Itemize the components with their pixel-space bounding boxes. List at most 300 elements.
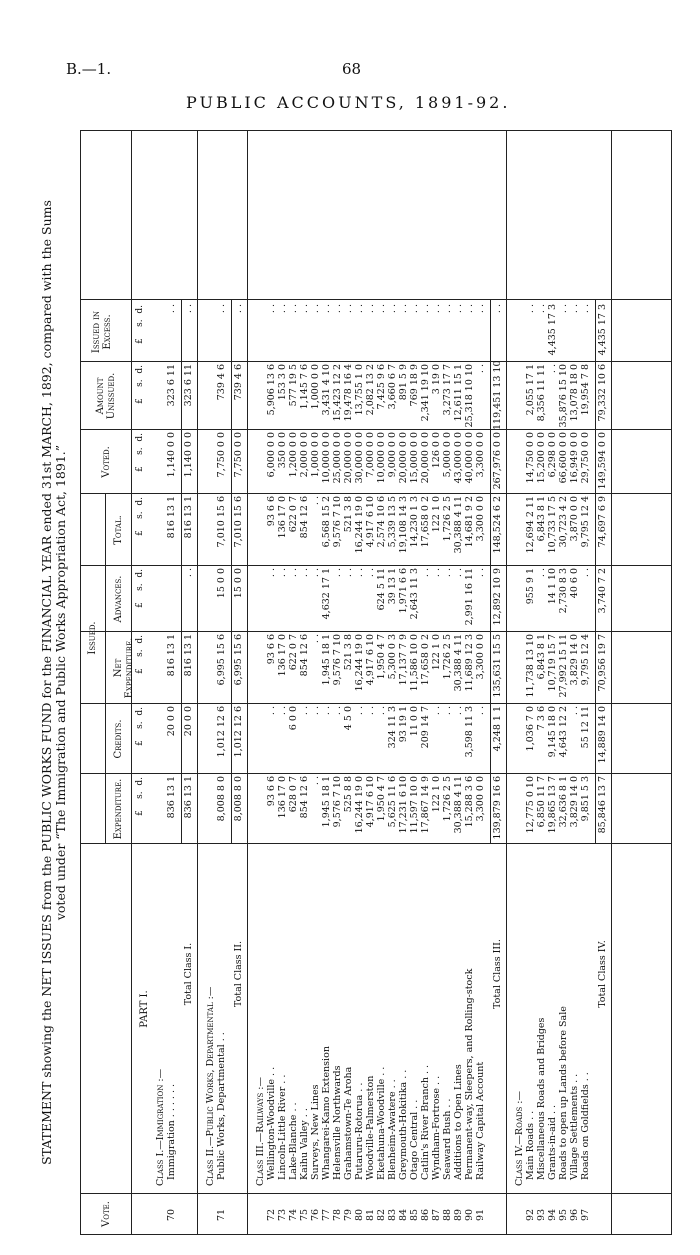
amount-un: 577 19 5: [288, 364, 299, 407]
item-name: Eketahuna-Woodville . .: [376, 1066, 387, 1180]
amount-un: 2,082 13 2: [365, 364, 376, 416]
amount-net: 11,586 10 0: [409, 634, 420, 692]
amount-un: 13,755 1 0: [354, 364, 365, 416]
col-header-total: Total.: [113, 515, 124, 545]
accounts-table: [80, 130, 672, 1235]
amount-tot: 854 12 6: [299, 496, 310, 539]
amount-un: 3 19 0: [431, 364, 442, 395]
currency-units: £ s. d.: [135, 707, 145, 746]
statement-line-1: STATEMENT showing the NET ISSUES from the PUBLIC WORKS FUND for the FINANCIAL YEAR ended 31st MARCH, 1892, compared with the Sums: [39, 200, 54, 1165]
amount-un: 739 4 6: [216, 364, 227, 401]
amount-exp: 136 17 0: [277, 776, 288, 819]
amount-un: 769 18 9: [409, 364, 420, 407]
amount-exp: 836 13 1: [166, 776, 177, 819]
amount-cred: 4,643 12 2: [558, 706, 569, 758]
amount-tot: 16,244 19 0: [354, 496, 365, 554]
total-ex: 4,435 17 3: [597, 304, 608, 356]
amount-adv: 2,991 16 11: [464, 568, 475, 626]
page-title: PUBLIC ACCOUNTS, 1891-92.: [186, 93, 511, 112]
amount-net: 521 3 8: [343, 634, 354, 671]
vote-number: 71: [216, 1208, 227, 1222]
amount-exp: 32,636 8 1: [558, 776, 569, 828]
amount-net: 11,689 12 3: [464, 634, 475, 692]
amount-tot: 521 3 8: [343, 496, 354, 533]
item-name: Wyndham-Fortrose . .: [431, 1075, 442, 1180]
vote-number: 87: [431, 1208, 442, 1222]
amount-un: 2,055 17 1: [525, 364, 536, 416]
amount-adv: 624 5 11: [376, 568, 387, 611]
item-name: Immigration . . . . . .: [166, 1083, 177, 1180]
amount-un: 3,273 17 7: [442, 364, 453, 416]
col-header-advances: Advances.: [113, 575, 124, 623]
amount-exp: 15,288 3 6: [464, 776, 475, 828]
amount-adv: . .: [299, 568, 310, 578]
amount-tot: . .: [310, 496, 321, 506]
total-exp: 139,879 16 6: [492, 776, 503, 840]
vote-number: 95: [558, 1208, 569, 1222]
amount-ex: . .: [525, 304, 536, 314]
amount-voted: 43,000 0 0: [453, 432, 464, 484]
amount-net: 30,388 4 11: [453, 634, 464, 692]
col-header-issued: Issued.: [87, 621, 98, 655]
amount-tot: 1,726 2 5: [442, 496, 453, 542]
item-name: Roads to open up Lands before Sale: [558, 1006, 569, 1180]
amount-ex: . .: [277, 304, 288, 314]
amount-tot: 4,917 6 10: [365, 496, 376, 548]
amount-adv: . .: [266, 568, 277, 578]
vote-number: 70: [166, 1208, 177, 1222]
amount-voted: 10,000 0 0: [376, 432, 387, 484]
amount-net: 1,950 4 7: [376, 634, 387, 680]
currency-units: £ s. d.: [135, 305, 145, 344]
amount-cred: . .: [266, 706, 277, 716]
item-name: Grants-in-aid . .: [547, 1104, 558, 1180]
amount-exp: 3,300 0 0: [475, 776, 486, 822]
amount-un: 153 3 0: [277, 364, 288, 401]
amount-cred: . .: [475, 706, 486, 716]
total-adv: 3,740 7 2: [597, 568, 608, 614]
amount-adv: 2,643 11 3: [409, 568, 420, 620]
amount-exp: 16,244 19 0: [354, 776, 365, 834]
vote-number: 75: [299, 1208, 310, 1222]
amount-exp: . .: [310, 776, 321, 786]
amount-ex: . .: [354, 304, 365, 314]
section-divider: [247, 131, 248, 1234]
amount-cred: . .: [354, 706, 365, 716]
amount-net: 6,843 8 1: [536, 634, 547, 680]
amount-tot: 136 17 0: [277, 496, 288, 539]
vote-number: 89: [453, 1208, 464, 1222]
amount-un: 3,431 4 10: [321, 364, 332, 416]
amount-voted: 20,000 0 0: [420, 432, 431, 484]
amount-exp: 11,597 10 0: [409, 776, 420, 834]
amount-cred: 93 19 1: [398, 706, 409, 743]
amount-cred: . .: [376, 706, 387, 716]
item-name: Roads on Goldfields . .: [580, 1072, 591, 1180]
total-adv: 15 0 0: [233, 568, 244, 599]
amount-voted: 66,600 0 0: [558, 432, 569, 484]
amount-un: 1,145 7 6: [299, 364, 310, 410]
amount-voted: 16,949 0 0: [569, 432, 580, 484]
amount-voted: 15,000 0 0: [409, 432, 420, 484]
col-header-excess: Issued in Excess.: [91, 310, 113, 354]
vote-number: 90: [464, 1208, 475, 1222]
vote-number: 92: [525, 1208, 536, 1222]
total-un: 79,332 10 6: [597, 364, 608, 422]
total-net: 135,631 15 5: [492, 634, 503, 698]
amount-net: 136 17 0: [277, 634, 288, 677]
amount-voted: 40,000 0 0: [464, 432, 475, 484]
amount-tot: 14,681 9 2: [464, 496, 475, 548]
item-name: Blenheim-Awatere . .: [387, 1079, 398, 1180]
amount-exp: 4,917 6 10: [365, 776, 376, 828]
amount-net: 5,300 0 3: [387, 634, 398, 680]
total-voted: 267,976 0 0: [492, 432, 503, 490]
amount-cred: 20 0 0: [166, 706, 177, 737]
amount-tot: 9,795 12 4: [580, 496, 591, 548]
amount-un: 5,906 13 6: [266, 364, 277, 416]
amount-adv: 1,971 6 6: [398, 568, 409, 614]
amount-voted: 1,200 0 0: [288, 432, 299, 478]
section-heading: Class III.—Railways :—: [255, 1076, 266, 1186]
column-divider: [81, 299, 671, 300]
item-name: Putaruru-Rotorua . .: [354, 1082, 365, 1180]
amount-ex: . .: [376, 304, 387, 314]
amount-cred: 324 11 3: [387, 706, 398, 749]
amount-un: 891 5 9: [398, 364, 409, 401]
vote-number: 83: [387, 1208, 398, 1222]
item-name: Woodville-Palmerston: [365, 1075, 376, 1180]
amount-cred: . .: [365, 706, 376, 716]
amount-net: 122 1 0: [431, 634, 442, 671]
part-label: PART I.: [139, 990, 150, 1028]
item-name: Wellington-Woodville . .: [266, 1066, 277, 1180]
amount-exp: 19,865 13 7: [547, 776, 558, 834]
vote-number: 88: [442, 1208, 453, 1222]
amount-cred: . .: [431, 706, 442, 716]
amount-ex: . .: [343, 304, 354, 314]
amount-ex: . .: [569, 304, 580, 314]
amount-tot: 816 13 1: [166, 496, 177, 539]
amount-exp: 93 6 6: [266, 776, 277, 807]
amount-un: . .: [547, 364, 558, 374]
amount-cred: 4 5 0: [343, 706, 354, 731]
amount-tot: 9,576 7 10: [332, 496, 343, 548]
amount-adv: 40 6 0: [569, 568, 580, 599]
amount-net: 17,137 7 9: [398, 634, 409, 686]
total-tot: 816 13 1: [183, 496, 194, 539]
amount-un: 3,660 6 7: [387, 364, 398, 410]
amount-ex: . .: [475, 304, 486, 314]
amount-tot: 6,843 8 1: [536, 496, 547, 542]
amount-adv: . .: [365, 568, 376, 578]
amount-adv: . .: [580, 568, 591, 578]
amount-exp: 17,231 6 10: [398, 776, 409, 834]
amount-voted: 20,000 0 0: [343, 432, 354, 484]
amount-voted: 1,000 0 0: [310, 432, 321, 478]
amount-exp: 1,726 2 5: [442, 776, 453, 822]
amount-ex: . .: [580, 304, 591, 314]
section-heading: Class IV.—Roads :—: [514, 1090, 525, 1186]
vote-number: 79: [343, 1208, 354, 1222]
amount-adv: [166, 568, 177, 632]
amount-cred: 1,036 7 0: [525, 706, 536, 752]
vote-number: 82: [376, 1208, 387, 1222]
amount-un: 2,341 19 10: [420, 364, 431, 422]
amount-voted: 15,200 0 0: [536, 432, 547, 484]
total-voted: 149,594 0 0: [597, 432, 608, 490]
currency-units: £ s. d.: [135, 569, 145, 608]
item-name: Catlin's River Branch . .: [420, 1064, 431, 1180]
amount-un: 19,954 7 8: [580, 364, 591, 416]
amount-un: 35,876 15 10: [558, 364, 569, 428]
amount-cred: 3,598 11 3: [464, 706, 475, 758]
subtotal-rule: [490, 300, 491, 844]
amount-un: 13,078 18 0: [569, 364, 580, 422]
amount-tot: 14,230 1 3: [409, 496, 420, 548]
amount-exp: 122 1 0: [431, 776, 442, 813]
amount-adv: . .: [310, 568, 321, 578]
vote-number: 80: [354, 1208, 365, 1222]
amount-cred: 55 12 11: [580, 706, 591, 749]
amount-adv: . .: [277, 568, 288, 578]
amount-adv: . .: [420, 568, 431, 578]
vote-number: 72: [266, 1208, 277, 1222]
col-header-net: Net Expenditure.: [113, 637, 135, 699]
amount-net: 622 0 7: [288, 634, 299, 671]
total-exp: 836 13 1: [183, 776, 194, 819]
page-number: 68: [342, 60, 362, 78]
amount-net: 4,917 6 10: [365, 634, 376, 686]
amount-un: . .: [475, 364, 486, 374]
amount-tot: 622 0 7: [288, 496, 299, 533]
amount-ex: . .: [299, 304, 310, 314]
amount-voted: 7,750 0 0: [216, 432, 227, 478]
amount-adv: . .: [288, 568, 299, 578]
currency-units: £ s. d.: [135, 365, 145, 404]
item-name: Additions to Open Lines: [453, 1064, 464, 1180]
amount-cred: . .: [569, 706, 580, 716]
amount-un: 1,000 0 0: [310, 364, 321, 410]
amount-ex: . .: [409, 304, 420, 314]
amount-voted: 29,750 0 0: [580, 432, 591, 484]
amount-voted: 1,140 0 0: [166, 432, 177, 478]
amount-tot: 17,658 0 2: [420, 496, 431, 548]
amount-tot: 19,108 14 3: [398, 496, 409, 554]
amount-ex: . .: [332, 304, 343, 314]
amount-net: 6,995 15 6: [216, 634, 227, 686]
class-total-label: Total Class I.: [183, 942, 194, 1006]
amount-ex: . .: [420, 304, 431, 314]
amount-net: 1,726 2 5: [442, 634, 453, 680]
amount-adv: 14 1 10: [547, 568, 558, 605]
amount-un: 15,423 12 2: [332, 364, 343, 422]
amount-cred: . .: [299, 706, 310, 716]
amount-voted: 25,000 0 0: [332, 432, 343, 484]
total-net: 816 13 1: [183, 634, 194, 677]
item-name: Lincoln-Little River . .: [277, 1074, 288, 1180]
amount-adv: . .: [442, 568, 453, 578]
vote-number: 85: [409, 1208, 420, 1222]
item-name: Railway Capital Account: [475, 1061, 486, 1180]
amount-un: 25,318 10 10: [464, 364, 475, 428]
amount-ex: . .: [536, 304, 547, 314]
amount-ex: . .: [365, 304, 376, 314]
total-adv: 12,892 10 9: [492, 568, 503, 626]
item-name: Miscellaneous Roads and Bridges: [536, 1017, 547, 1180]
total-un: 119,451 13 10: [492, 360, 503, 430]
amount-adv: . .: [431, 568, 442, 578]
amount-net: 816 13 1: [166, 634, 177, 677]
statement-heading: [40, 130, 68, 1235]
amount-tot: 30,388 4 11: [453, 496, 464, 554]
item-name: Main Roads . .: [525, 1110, 536, 1180]
total-tot: 74,697 6 9: [597, 496, 608, 548]
amount-un: 323 6 11: [166, 364, 177, 407]
amount-net: 3,300 0 0: [475, 634, 486, 680]
amount-tot: 7,010 15 6: [216, 496, 227, 548]
col-header-credits: Credits.: [113, 719, 124, 759]
amount-adv: . .: [332, 568, 343, 578]
amount-ex: . .: [387, 304, 398, 314]
amount-exp: 17,867 14 9: [420, 776, 431, 834]
item-name: Village Settlements . .: [569, 1073, 580, 1180]
total-voted: 1,140 0 0: [183, 432, 194, 478]
amount-cred: 9,145 18 0: [547, 706, 558, 758]
subtotal-rule: [595, 300, 596, 844]
amount-voted: 9,000 0 0: [387, 432, 398, 478]
amount-adv: . .: [536, 568, 547, 578]
amount-voted: 30,000 0 0: [354, 432, 365, 484]
amount-net: 93 6 6: [266, 634, 277, 665]
vote-number: 74: [288, 1208, 299, 1222]
total-cred: 14,889 14 0: [597, 706, 608, 764]
amount-exp: 525 8 8: [343, 776, 354, 813]
total-net: 70,956 19 7: [597, 634, 608, 692]
amount-ex: . .: [464, 304, 475, 314]
amount-cred: . .: [321, 706, 332, 716]
amount-tot: 122 1 0: [431, 496, 442, 533]
amount-ex: 4,435 17 3: [547, 304, 558, 356]
total-un: 739 4 6: [233, 364, 244, 401]
amount-cred: . .: [442, 706, 453, 716]
amount-voted: 5,000 0 0: [442, 432, 453, 478]
total-voted: 7,750 0 0: [233, 432, 244, 478]
amount-net: 3,829 14 0: [569, 634, 580, 686]
amount-adv: . .: [343, 568, 354, 578]
amount-voted: 14,750 0 0: [525, 432, 536, 484]
amount-cred: . .: [453, 706, 464, 716]
amount-adv: 39 13 1: [387, 568, 398, 605]
amount-ex: . .: [216, 304, 227, 314]
amount-net: . .: [310, 634, 321, 644]
amount-exp: 30,388 4 11: [453, 776, 464, 834]
amount-ex: . .: [266, 304, 277, 314]
amount-adv: . .: [453, 568, 464, 578]
section-heading: Class II.—Public Works, Departmental :—: [205, 986, 216, 1186]
amount-ex: . .: [288, 304, 299, 314]
amount-ex: . .: [398, 304, 409, 314]
vote-number: 84: [398, 1208, 409, 1222]
subtotal-rule: [231, 300, 232, 844]
class-total-label: Total Class III.: [492, 939, 503, 1009]
statement-line-2: voted under “The Immigration and Public Works Appropriation Act, 1891.”: [53, 444, 68, 921]
item-name: Surveys, New Lines: [310, 1084, 321, 1180]
vote-number: 97: [580, 1208, 591, 1222]
vote-number: 94: [547, 1208, 558, 1222]
total-tot: 7,010 15 6: [233, 496, 244, 548]
vote-number: 77: [321, 1208, 332, 1222]
amount-cred: . .: [277, 706, 288, 716]
vote-number: 93: [536, 1208, 547, 1222]
amount-ex: . .: [453, 304, 464, 314]
item-name: Whangarei-Kamo Extension: [321, 1046, 332, 1180]
class-total-label: Total Class II.: [233, 940, 244, 1008]
item-name: Helensville Northwards: [332, 1065, 343, 1180]
amount-voted: 3,300 0 0: [475, 432, 486, 478]
amount-cred: 11 0 0: [409, 706, 420, 737]
amount-net: 1,945 18 1: [321, 634, 332, 686]
section-heading: Class I.—Immigration :—: [155, 1068, 166, 1186]
total-tot: 148,524 6 2: [492, 496, 503, 554]
amount-adv: . .: [475, 568, 486, 578]
amount-net: 27,992 15 11: [558, 634, 569, 698]
item-name: Kaihu Valley . .: [299, 1108, 310, 1180]
amount-adv: 955 9 1: [525, 568, 536, 605]
amount-tot: 5,339 13 5: [387, 496, 398, 548]
amount-tot: 30,723 4 2: [558, 496, 569, 548]
amount-net: 854 12 6: [299, 634, 310, 677]
amount-adv: . .: [354, 568, 365, 578]
currency-units: £ s. d.: [135, 635, 145, 674]
vote-number: 91: [475, 1208, 486, 1222]
amount-adv: 2,730 8 3: [558, 568, 569, 614]
amount-voted: 2,000 0 0: [299, 432, 310, 478]
vote-number: 73: [277, 1208, 288, 1222]
amount-tot: 93 6 6: [266, 496, 277, 527]
vote-number: 81: [365, 1208, 376, 1222]
amount-voted: 20,000 0 0: [398, 432, 409, 484]
amount-un: 12,611 15 1: [453, 364, 464, 422]
amount-un: 7,425 9 6: [376, 364, 387, 410]
total-adv: . .: [183, 568, 194, 578]
total-cred: 4,248 1 1: [492, 706, 503, 752]
vote-number: 76: [310, 1208, 321, 1222]
section-divider: [197, 131, 198, 1234]
amount-voted: 126 0 0: [431, 432, 442, 469]
total-ex: . .: [233, 304, 244, 314]
amount-adv: 15 0 0: [216, 568, 227, 599]
amount-voted: 350 0 0: [277, 432, 288, 469]
amount-exp: 5,625 11 6: [387, 776, 398, 828]
vote-number: 86: [420, 1208, 431, 1222]
amount-ex: . .: [321, 304, 332, 314]
amount-exp: 854 12 6: [299, 776, 310, 819]
amount-tot: 6,568 15 2: [321, 496, 332, 548]
item-name: Lake-Blanche . .: [288, 1102, 299, 1180]
item-name: Grahamstown-Te Aroha: [343, 1066, 354, 1180]
amount-ex: . .: [431, 304, 442, 314]
col-header-unissued: Amount Unissued.: [95, 372, 117, 420]
amount-adv: 4,632 17 1: [321, 568, 332, 620]
amount-cred: 209 14 7: [420, 706, 431, 749]
amount-cred: 7 3 6: [536, 706, 547, 731]
amount-cred: . .: [332, 706, 343, 716]
amount-net: 17,658 0 2: [420, 634, 431, 686]
amount-tot: 10,733 17 5: [547, 496, 558, 554]
amount-net: 9,795 12 4: [580, 634, 591, 686]
total-cred: 1,012 12 6: [233, 706, 244, 758]
